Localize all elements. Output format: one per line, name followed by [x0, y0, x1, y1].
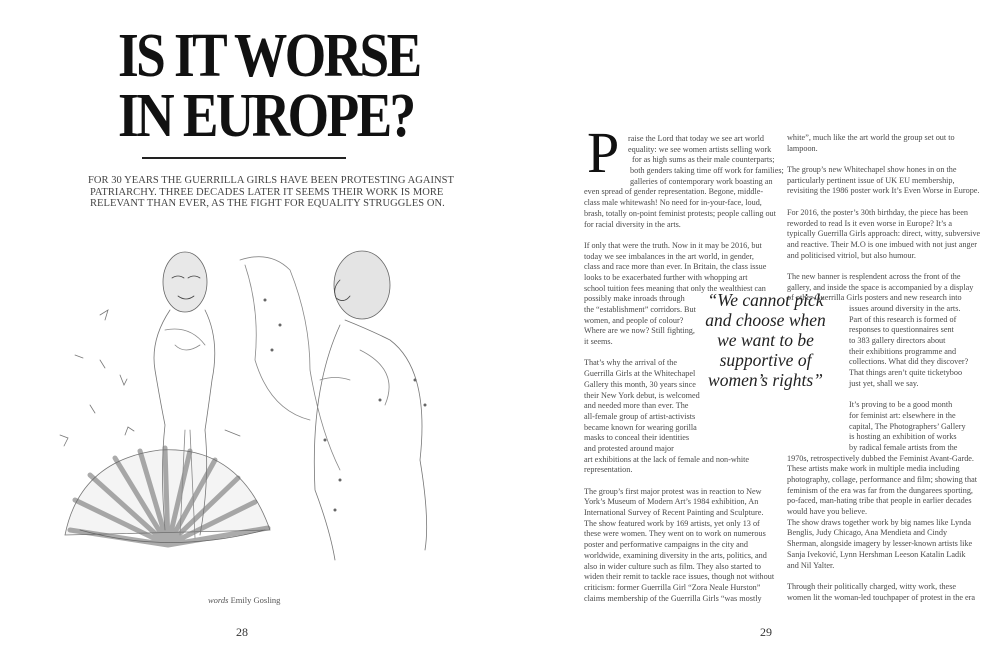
text-line: po-faced, man-hating tribe that people in earlier decades: [787, 496, 972, 506]
text-line: today we see imbalances in the art world, in gender,: [584, 251, 754, 261]
text-line: these were women. They went on to work on numerous: [584, 529, 766, 539]
standfirst-line: PATRIARCHY. THREE DECADES LATER IT SEEMS THEIR WORK IS MORE: [90, 186, 444, 198]
text-line: Benglis, Judy Chicago, Ana Mendieta and Cindy: [787, 528, 948, 538]
byline-label: words: [208, 595, 229, 605]
paragraph-gap: [584, 230, 784, 241]
text-line: women lit the woman-led touchpaper of protest in the era: [787, 592, 976, 602]
text-line: widen their remit to tackle race issues, though not without: [584, 572, 775, 582]
text-line: brash, totally on-point feminist protests; people calling out: [584, 208, 776, 218]
text-line: typically Guerrilla Girls approach: direct, witty, subversive: [787, 229, 981, 239]
text-line: lampoon.: [787, 143, 818, 153]
text-line: and needed more than ever. The: [584, 401, 689, 411]
text-line: also in wider culture such as film. They also started to: [584, 561, 761, 571]
shell-drawing: [65, 448, 270, 545]
page-number-left: 28: [236, 625, 248, 639]
text-line: These artists make work in multiple media including: [787, 464, 960, 474]
pull-quote: [698, 290, 833, 390]
text-line: The new banner is resplendent across the front of the: [787, 271, 961, 281]
text-line: Gallery this month, 30 years since: [584, 379, 696, 389]
text-line: the “establishment” corridors. But: [584, 305, 696, 314]
standfirst-line: FOR 30 YEARS THE GUERRILLA GIRLS HAVE BEEN PROTESTING AGAINST: [88, 175, 454, 186]
text-line: That’s why the arrival of the: [584, 358, 677, 368]
text-line: revisiting the 1986 poster work It’s Even Worse in Europe.: [787, 186, 980, 196]
text-line: white”, much like the art world the group set out to: [787, 133, 955, 142]
illustration-gorilla-venus: [40, 230, 460, 570]
text-line: If only that were the truth. Now in it may be 2016, but: [584, 240, 762, 250]
paragraph-gap: [787, 571, 980, 582]
byline: [208, 595, 280, 605]
standfirst: [88, 175, 508, 210]
text-line: both genders taking time off work for families;: [630, 166, 784, 176]
pull-quote-line: “We cannot pick: [707, 290, 824, 310]
text-line: class male whitewash! No need for in-your-face, loud,: [584, 198, 762, 208]
text-line: and protested around major: [584, 443, 674, 453]
paragraph-gap: [787, 390, 980, 401]
text-line: to 383 gallery directors about: [849, 336, 946, 346]
text-line: photography, collage, performance and film; showing that: [787, 475, 977, 484]
text-line: representation.: [584, 465, 633, 475]
text-line: women, and people of colour?: [584, 315, 684, 325]
paragraph-gap: [787, 197, 980, 208]
text-line: for racial diversity in the arts.: [584, 219, 681, 229]
text-line: That things aren’t quite ticketyboo: [849, 368, 963, 378]
text-line: International Survey of Recent Painting and Sculpture.: [584, 508, 764, 518]
text-line: claims membership of the Guerrilla Girls “was mostly: [584, 593, 762, 603]
headline-rule: [142, 157, 346, 159]
text-line: The show featured work by 169 artists, yet only 13 of: [584, 518, 760, 528]
text-line: all-female group of artist-activists: [584, 411, 696, 421]
pull-quote-line: supportive of: [719, 350, 812, 370]
text-line: for feminist art: elsewhere in the: [849, 410, 956, 420]
text-line: their exhibitions programme and: [849, 346, 957, 356]
text-line: and Nil Yalter.: [787, 560, 835, 570]
right-page: [500, 0, 1000, 671]
headline: [118, 22, 420, 150]
text-line: gallery, and inside the space is accompanied by a display: [787, 282, 974, 292]
text-line: possibly make inroads through: [584, 294, 685, 304]
text-line: For 2016, the poster’s 30th birthday, the piece has been: [787, 207, 968, 217]
pull-quote-line: and choose when: [705, 310, 826, 330]
text-line: The group’s new Whitechapel show hones in on the: [787, 165, 957, 175]
text-line: is hosting an exhibition of works: [849, 432, 957, 442]
text-line: looks to be exacerbated further with whopping art: [584, 272, 748, 282]
text-line: art exhibitions at the lack of female and non-white: [584, 454, 750, 464]
text-line: became known for wearing gorilla: [584, 422, 697, 432]
paragraph-gap: [787, 154, 980, 165]
text-line: The group’s first major protest was in reaction to New: [584, 486, 762, 496]
text-line: feminism of the era was far from the dungarees sporting,: [787, 485, 973, 495]
text-line: capital, The Photographers’ Gallery: [849, 421, 966, 431]
text-line: worldwide, examining diversity in the arts, politics, and: [584, 550, 767, 560]
standfirst-line: RELEVANT THAN EVER, AS THE FIGHT FOR EQUALITY STRUGGLES ON.: [90, 198, 445, 210]
text-line: 1970s, retrospectively dubbed the Feminist Avant-Garde.: [787, 453, 974, 463]
gorilla-figure: [240, 251, 427, 560]
falling-flowers: [60, 310, 240, 446]
text-line: class and race more than ever. In Britain, the class issue: [584, 262, 767, 272]
text-line: and politicised vitriol, but also humour.: [787, 250, 916, 260]
drop-cap: P: [587, 120, 620, 185]
text-line: poster and performative campaigns in the city and: [584, 540, 748, 550]
text-line: It’s proving to be a good month: [849, 400, 953, 410]
text-line: school tuition fees meaning that only the wealthiest can: [584, 283, 766, 293]
text-line: The show draws together work by big names like Lynda: [787, 517, 971, 527]
text-line: Sherman, alongside imagery by lesser-known artists like: [787, 539, 973, 549]
text-line: galleries of contemporary work boasting an: [630, 176, 773, 186]
text-line: particularly pertinent issue of UK EU membership,: [787, 175, 955, 185]
text-line: their New York debut, is welcomed: [584, 390, 700, 400]
pull-quote-line: we want to be: [717, 330, 814, 350]
text-line: Part of this research is formed of: [849, 314, 957, 324]
text-line: criticism: former Guerrilla Girl “Zora Neale Hurston”: [584, 582, 761, 592]
headline-line: IS IT WORSE: [118, 22, 420, 90]
text-line: it seems.: [584, 337, 613, 347]
text-line: would have you believe.: [787, 507, 868, 517]
headline-line: IN EUROPE?: [118, 82, 414, 150]
page-number-right: 29: [760, 625, 772, 639]
text-line: responses to questionnaires sent: [849, 325, 954, 335]
text-line: Through their politically charged, witty work, these: [787, 581, 957, 591]
text-line: Guerrilla Girls at the Whitechapel: [584, 369, 696, 379]
text-line: of other Guerrilla Girls posters and new research into: [787, 293, 962, 303]
text-line: by radical female artists from the: [849, 442, 958, 452]
text-line: equality: we see women artists selling work: [628, 144, 772, 154]
text-line: collections. What did they discover?: [849, 357, 969, 367]
paragraph-gap: [584, 476, 784, 487]
text-line: Where are we now? Still fighting,: [584, 326, 695, 336]
text-line: Sanja Iveković, Lynn Hershman Leeson Katalin Ladik: [787, 549, 966, 559]
text-line: reworded to read Is it even worse in Europe? It’s a: [787, 218, 953, 228]
text-line: York’s Museum of Modern Art’s 1984 exhibition, An: [584, 497, 759, 507]
text-line: even spread of gender representation. Begone, middle-: [584, 187, 764, 197]
text-line: for as high sums as their male counterparts;: [632, 155, 775, 165]
text-line: masks to conceal their identities: [584, 433, 690, 443]
pull-quote-line: women’s rights”: [708, 370, 823, 390]
text-line: just yet, shall we say.: [849, 378, 919, 388]
byline-author: Emily Gosling: [230, 595, 281, 605]
text-line: issues around diversity in the arts.: [849, 304, 961, 313]
text-line: and reactive. Their M.O is one imbued with not just anger: [787, 239, 977, 249]
text-line: raise the Lord that today we see art world: [628, 134, 764, 143]
paragraph-gap: [787, 261, 980, 272]
